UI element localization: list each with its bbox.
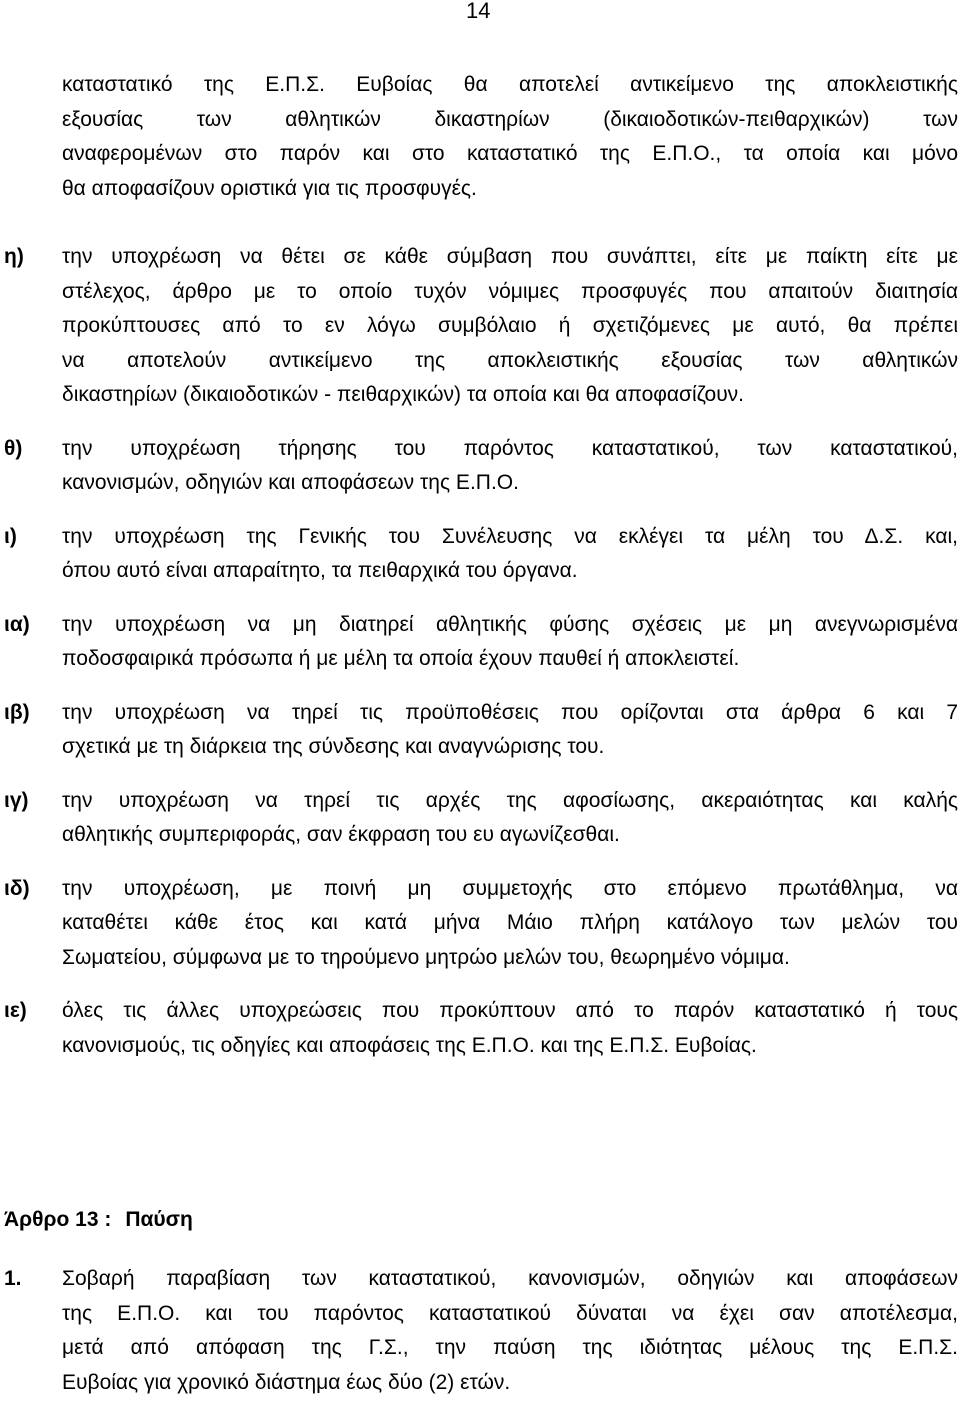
page-number: 14 bbox=[466, 0, 491, 23]
item-label: ιδ) bbox=[4, 876, 30, 900]
item-label: ια) bbox=[4, 612, 30, 636]
text-line: ποδοσφαιρικά πρόσωπα ή με μέλη τα οποία έχουν παυθεί ή αποκλειστεί. bbox=[62, 647, 740, 670]
text-line: να αποτελούν αντικείμενο της αποκλειστικής εξουσίας των αθλητικών bbox=[62, 348, 958, 372]
text-line: την υποχρέωση να τηρεί τις προϋποθέσεις που ορίζονται στα άρθρα 6 και 7 bbox=[62, 700, 958, 724]
text-line: όλες τις άλλες υποχρεώσεις που προκύπτουν από το παρόν καταστατικό ή τους bbox=[62, 999, 958, 1022]
list-item-id bbox=[0, 872, 960, 976]
article-heading bbox=[4, 1203, 193, 1237]
item-text bbox=[62, 696, 958, 765]
text-line: κανονισμούς, τις οδηγίες και αποφάσεις της Ε.Π.Ο. και της Ε.Π.Σ. Ευβοίας. bbox=[62, 1033, 757, 1057]
obligations-list bbox=[0, 240, 960, 1082]
item-label: θ) bbox=[4, 436, 23, 460]
item-label: ιε) bbox=[4, 999, 27, 1022]
text-line: καταστατικό της Ε.Π.Σ. Ευβοίας θα αποτελεί αντικείμενο της αποκλειστικής bbox=[62, 73, 958, 96]
text-line: αθλητικής συμπεριφοράς, σαν έκφραση του ευ αγωνίζεσθαι. bbox=[62, 823, 620, 846]
item-text bbox=[62, 240, 958, 413]
article-subtitle: Παύση bbox=[125, 1208, 193, 1231]
text-line: θα αποφασίζουν οριστικά για τις προσφυγές. bbox=[62, 176, 477, 200]
list-item-ia bbox=[0, 608, 960, 677]
list-item-eta bbox=[0, 240, 960, 413]
text-line: προκύπτουσες από το εν λόγω συμβόλαιο ή σχετιζόμενες με αυτό, θα πρέπει bbox=[62, 314, 958, 337]
text-line: εξουσίας των αθλητικών δικαστηρίων (δικαιοδοτικών-πειθαρχικών) των bbox=[62, 107, 958, 131]
text-line: αναφερομένων στο παρόν και στο καταστατικό της Ε.Π.Ο., τα οποία και μόνο bbox=[62, 142, 958, 165]
item-text bbox=[62, 784, 958, 853]
item-text bbox=[62, 872, 958, 976]
text-line: στέλεχος, άρθρο με το οποίο τυχόν νόμιμες προσφυγές που απαιτούν διαιτησία bbox=[62, 279, 958, 303]
list-item-ie bbox=[0, 994, 960, 1063]
list-item-ig bbox=[0, 784, 960, 853]
text-line: σχετικά με τη διάρκεια της σύνδεσης και αναγνώρισης του. bbox=[62, 735, 605, 758]
text-line: της Ε.Π.Ο. και του παρόντος καταστατικού δύναται να έχει σαν αποτέλεσμα, bbox=[62, 1301, 958, 1325]
item-label: ιβ) bbox=[4, 700, 30, 724]
intro-paragraph bbox=[62, 68, 958, 206]
text-line: την υποχρέωση να μη διατηρεί αθλητικής φύσης σχέσεις με μη ανεγνωρισμένα bbox=[62, 612, 958, 636]
item-text bbox=[62, 432, 958, 501]
text-line: μετά από απόφαση της Γ.Σ., την παύση της ιδιότητας μέλους της Ε.Π.Σ. bbox=[62, 1336, 958, 1359]
item-label: ι) bbox=[4, 524, 17, 548]
article-title: Άρθρο 13 : bbox=[4, 1208, 112, 1231]
article-item-1 bbox=[0, 1262, 960, 1400]
list-item-theta bbox=[0, 432, 960, 501]
item-text bbox=[62, 1262, 958, 1400]
list-item-ib bbox=[0, 696, 960, 765]
text-line: Ευβοίας για χρονικό διάστημα έως δύο (2) ετών. bbox=[62, 1370, 511, 1394]
text-line: την υποχρέωση να θέτει σε κάθε σύμβαση που συνάπτει, είτε με παίκτη είτε με bbox=[62, 245, 958, 268]
text-line: κανονισμών, οδηγιών και αποφάσεων της Ε.Π.Ο. bbox=[62, 471, 519, 494]
item-label: ιγ) bbox=[4, 788, 29, 812]
item-label: η) bbox=[4, 245, 24, 268]
text-line: την υποχρέωση τήρησης του παρόντος καταστατικού, των καταστατικού, bbox=[62, 436, 958, 460]
article-items bbox=[0, 1262, 960, 1419]
item-text bbox=[62, 608, 958, 677]
list-item-iota bbox=[0, 520, 960, 589]
item-text bbox=[62, 520, 958, 589]
text-line: όπου αυτό είναι απαραίτητο, τα πειθαρχικά του όργανα. bbox=[62, 559, 578, 582]
item-label: 1. bbox=[4, 1267, 22, 1290]
text-line: την υποχρέωση της Γενικής του Συνέλευσης να εκλέγει τα μέλη του Δ.Σ. και, bbox=[62, 524, 958, 548]
text-line: την υποχρέωση να τηρεί τις αρχές της αφοσίωσης, ακεραιότητας και καλής bbox=[62, 788, 958, 812]
text-line: δικαστηρίων (δικαιοδοτικών - πειθαρχικών) τα οποία και θα αποφασίζουν. bbox=[62, 383, 745, 406]
text-line: Σοβαρή παραβίαση των καταστατικού, κανονισμών, οδηγιών και αποφάσεων bbox=[62, 1267, 958, 1290]
text-line: την υποχρέωση, με ποινή μη συμμετοχής στο επόμενο πρωτάθλημα, να bbox=[62, 876, 958, 900]
text-line: καταθέτει κάθε έτος και κατά μήνα Μάιο πλήρη κατάλογο των μελών του bbox=[62, 911, 958, 934]
item-text bbox=[62, 994, 958, 1063]
text-line: Σωματείου, σύμφωνα με το τηρούμενο μητρώο μελών του, θεωρημένο νόμιμα. bbox=[62, 945, 790, 969]
